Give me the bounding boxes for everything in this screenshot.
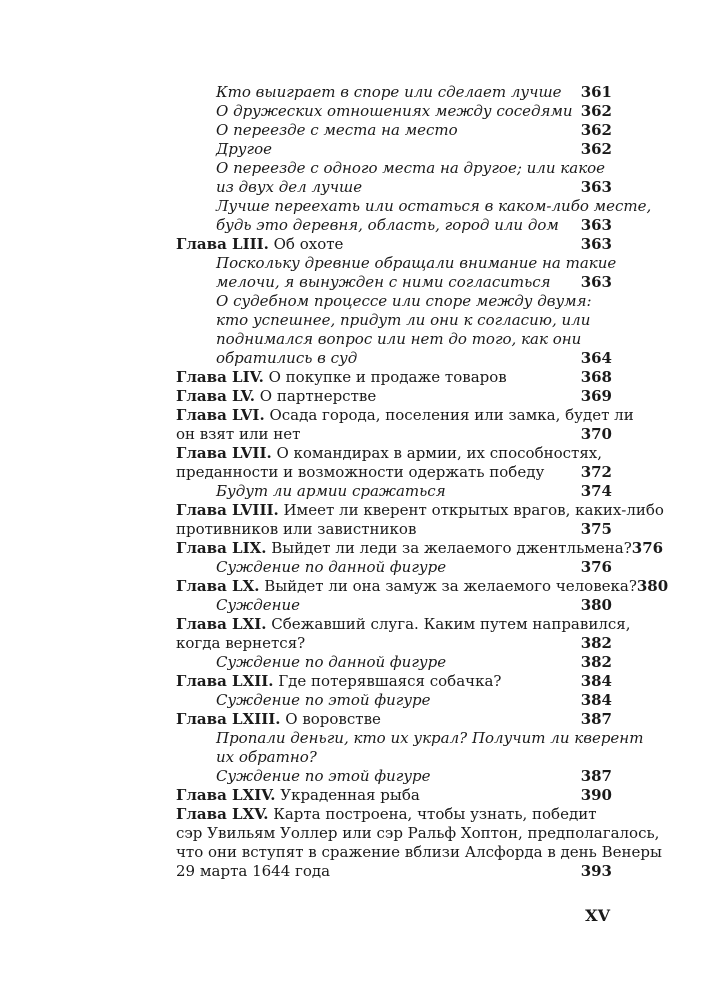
toc-chapter-entry [176, 805, 662, 881]
toc-entry-text [216, 102, 573, 121]
entry-title-segment: Суждение по этой фигуре [216, 691, 431, 709]
toc-entry-text [176, 520, 416, 539]
toc-page-number: 362 [580, 121, 612, 139]
toc-page-number: 375 [580, 520, 612, 538]
toc-page-number: 380 [580, 596, 612, 614]
entry-title-segment: что они вступят в сражение вблизи Алсфорда в день Венеры [176, 843, 662, 861]
toc-chapter-entry [176, 444, 612, 482]
toc-line [176, 843, 662, 862]
entry-title-segment: Суждение по данной фигуре [216, 558, 447, 576]
toc-line [176, 121, 612, 140]
toc-subentry [176, 140, 612, 159]
toc-line [176, 710, 612, 729]
toc-subentry [176, 159, 612, 197]
toc-entry-text [216, 311, 590, 330]
toc-line [176, 577, 669, 596]
toc-entry-text [176, 805, 597, 824]
page-number: XV [585, 906, 610, 925]
toc-subentry [176, 558, 612, 577]
toc-entry-text [176, 444, 602, 463]
entry-title-segment: сэр Увильям Уоллер или сэр Ральф Хоптон, предполагалось, [176, 824, 660, 842]
toc-line [176, 349, 612, 368]
toc-entry-text [216, 653, 446, 672]
entry-title-segment: Пропали деньги, кто их украл? Получит ли кверент [216, 729, 644, 747]
entry-title-segment: О переезде с одного места на другое; или какое [216, 159, 606, 177]
entry-title-segment: Сбежавший слуга. Каким путем направился, [266, 615, 631, 633]
toc-entry-text [216, 254, 616, 273]
toc-entry-text [216, 292, 592, 311]
toc-line [176, 672, 612, 691]
toc-line [176, 83, 612, 102]
toc-chapter-entry [176, 501, 664, 539]
toc-chapter-entry [176, 387, 612, 406]
entry-title-segment: О переезде с места на место [216, 121, 458, 139]
toc-entry-text [176, 862, 330, 881]
entry-title-segment: О покупке и продаже товаров [263, 368, 507, 386]
entry-title-segment: Суждение по данной фигуре [216, 653, 447, 671]
toc-line [176, 463, 612, 482]
entry-title-segment: О воровстве [280, 710, 381, 728]
toc-page-number: 363 [580, 235, 612, 253]
toc-line [176, 197, 652, 216]
toc-line [176, 634, 612, 653]
toc-page-number: 376 [580, 558, 612, 576]
entry-title-segment: Выйдет ли она замуж за желаемого человека? [259, 577, 637, 595]
toc-line [176, 520, 612, 539]
entry-title-segment: из двух дел лучше [216, 178, 363, 196]
toc-entry-text [176, 539, 632, 558]
toc-entry-text [176, 463, 544, 482]
toc-entry-text [216, 273, 551, 292]
toc-page-number: 387 [580, 710, 612, 728]
toc-line [176, 805, 612, 824]
chapter-label: Глава LXV. [176, 805, 269, 823]
toc-entry-text [176, 387, 376, 406]
toc-subentry [176, 254, 617, 292]
toc-line [176, 368, 612, 387]
toc-entry-text [216, 767, 431, 786]
toc-page-number: 370 [580, 425, 612, 443]
toc-entry-text [176, 615, 630, 634]
chapter-label: Глава LXIII. [176, 710, 281, 728]
toc-chapter-entry [176, 577, 669, 596]
toc-page-number: 363 [580, 216, 612, 234]
toc-entry-text [216, 482, 446, 501]
toc-entry-text [216, 596, 300, 615]
toc-line [176, 596, 612, 615]
toc-line [176, 824, 660, 843]
chapter-label: Глава LXII. [176, 672, 274, 690]
toc-line [176, 748, 612, 767]
toc-chapter-entry [176, 539, 664, 558]
toc-line [176, 235, 612, 254]
toc-page-number: 376 [631, 539, 664, 557]
chapter-label: Глава LVI. [176, 406, 265, 424]
entry-title-segment: Кто выиграет в споре или сделает лучше [216, 83, 562, 101]
toc-line [176, 501, 664, 520]
chapter-label: Глава LXIV. [176, 786, 276, 804]
toc-entry-text [176, 577, 637, 596]
toc-entry-text [216, 349, 357, 368]
toc-line [176, 444, 612, 463]
toc-page-number: 387 [580, 767, 612, 785]
toc-entry-text [216, 178, 362, 197]
toc-entry-text [176, 824, 659, 843]
toc-entry-text [216, 140, 272, 159]
toc-chapter-entry [176, 368, 612, 387]
toc-chapter-entry [176, 786, 612, 805]
entry-title-segment: Об охоте [268, 235, 344, 253]
entry-title-segment: Другое [216, 140, 272, 158]
toc-chapter-entry [176, 406, 634, 444]
toc-page-number: 364 [580, 349, 612, 367]
entry-title-segment: Карта построена, чтобы узнать, победит [268, 805, 597, 823]
toc-page-number: 372 [580, 463, 612, 481]
toc-entry-text [216, 330, 581, 349]
toc-subentry [176, 596, 612, 615]
toc-entry-text [176, 368, 507, 387]
chapter-label: Глава LIV. [176, 368, 264, 386]
toc-line [176, 558, 612, 577]
entry-title-segment: кто успешнее, придут ли они к согласию, или [216, 311, 591, 329]
entry-title-segment: Суждение по этой фигуре [216, 767, 431, 785]
toc-page-number: 374 [580, 482, 612, 500]
toc-entry-text [216, 691, 431, 710]
entry-title-segment: Выйдет ли леди за желаемого джентльмена? [266, 539, 632, 557]
toc-chapter-entry [176, 710, 612, 729]
entry-title-segment: Где потерявшаяся собачка? [273, 672, 502, 690]
toc-line [176, 292, 612, 311]
entry-title-segment: преданности и возможности одержать победу [176, 463, 545, 481]
toc-line [176, 786, 612, 805]
chapter-label: Глава LIX. [176, 539, 267, 557]
toc-entry-text [216, 121, 458, 140]
toc-line [176, 425, 612, 444]
toc-entry-text [176, 672, 501, 691]
toc-page-number: 382 [580, 634, 612, 652]
toc-line [176, 653, 612, 672]
toc-page-number: 362 [580, 102, 612, 120]
entry-title-segment: поднимался вопрос или нет до того, как они [216, 330, 582, 348]
toc-page-number: 362 [580, 140, 612, 158]
entry-title-segment: будь это деревня, область, город или дом [216, 216, 559, 234]
toc-entry-text [216, 558, 446, 577]
entry-title-segment: 29 марта 1644 года [176, 862, 331, 880]
toc-entry-text [176, 710, 381, 729]
entry-title-segment: Поскольку древние обращали внимание на такие [216, 254, 617, 272]
entry-title-segment: О дружеских отношениях между соседями [216, 102, 573, 120]
toc-chapter-entry [176, 615, 631, 653]
toc-page-number: 393 [580, 862, 612, 880]
toc-line [176, 216, 612, 235]
toc-line [176, 539, 664, 558]
toc-page-number: 380 [636, 577, 669, 595]
toc-subentry [176, 197, 652, 235]
toc-line [176, 311, 612, 330]
entry-title-segment: О командирах в армии, их способностях, [271, 444, 603, 462]
toc-entry-text [216, 197, 651, 216]
entry-title-segment: обратились в суд [216, 349, 358, 367]
toc-entry-text [216, 83, 562, 102]
chapter-label: Глава LXI. [176, 615, 267, 633]
chapter-label: Глава LV. [176, 387, 256, 405]
entry-title-segment: Осада города, поселения или замка, будет ли [264, 406, 634, 424]
entry-title-segment: он взят или нет [176, 425, 301, 443]
toc-line [176, 140, 612, 159]
toc-page-number: 368 [580, 368, 612, 386]
chapter-label: Глава LVIII. [176, 501, 279, 519]
toc-page-number: 390 [580, 786, 612, 804]
toc-line [176, 767, 612, 786]
toc-page-number: 369 [580, 387, 612, 405]
toc-subentry [176, 292, 612, 368]
toc-entry-text [176, 501, 664, 520]
toc-entry-text [216, 748, 317, 767]
toc-page-number: 363 [580, 273, 612, 291]
toc-page-number: 363 [580, 178, 612, 196]
toc-line [176, 482, 612, 501]
toc-page-number: 361 [580, 83, 612, 101]
toc-subentry [176, 121, 612, 140]
entry-title-segment: их обратно? [216, 748, 317, 766]
entry-title-segment: О партнерстве [255, 387, 377, 405]
chapter-label: Глава LX. [176, 577, 260, 595]
toc-line [176, 273, 612, 292]
chapter-label: Глава LIII. [176, 235, 269, 253]
toc-subentry [176, 482, 612, 501]
toc-line [176, 159, 612, 178]
entry-title-segment: мелочи, я вынужден с ними согласиться [216, 273, 551, 291]
table-of-contents [176, 83, 669, 881]
entry-title-segment: Украденная рыба [275, 786, 420, 804]
toc-chapter-entry [176, 672, 612, 691]
chapter-label: Глава LVII. [176, 444, 272, 462]
toc-subentry [176, 653, 612, 672]
entry-title-segment: Лучше переехать или остаться в каком-либо месте, [216, 197, 652, 215]
toc-chapter-entry [176, 235, 612, 254]
toc-entry-text [176, 786, 420, 805]
toc-line [176, 387, 612, 406]
toc-line [176, 406, 634, 425]
toc-page-number: 384 [580, 691, 612, 709]
toc-subentry [176, 102, 612, 121]
toc-entry-text [216, 159, 605, 178]
toc-subentry [176, 729, 644, 786]
toc-line [176, 102, 612, 121]
entry-title-segment: противников или завистников [176, 520, 417, 538]
entry-title-segment: О судебном процессе или споре между двумя: [216, 292, 592, 310]
toc-line [176, 178, 612, 197]
toc-subentry [176, 83, 612, 102]
toc-entry-text [176, 425, 300, 444]
toc-subentry [176, 691, 612, 710]
toc-entry-text [176, 843, 662, 862]
toc-line [176, 615, 631, 634]
toc-line [176, 691, 612, 710]
toc-line [176, 330, 612, 349]
entry-title-segment: Имеет ли кверент открытых врагов, каких-либо [278, 501, 664, 519]
toc-page-number: 384 [580, 672, 612, 690]
toc-line [176, 254, 617, 273]
entry-title-segment: Суждение [216, 596, 301, 614]
toc-page-number: 382 [580, 653, 612, 671]
toc-entry-text [176, 634, 305, 653]
entry-title-segment: Будут ли армии сражаться [216, 482, 446, 500]
entry-title-segment: когда вернется? [176, 634, 306, 652]
toc-entry-text [176, 235, 343, 254]
toc-entry-text [216, 216, 559, 235]
toc-entry-text [216, 729, 643, 748]
toc-line [176, 729, 644, 748]
toc-entry-text [176, 406, 634, 425]
toc-line [176, 862, 612, 881]
